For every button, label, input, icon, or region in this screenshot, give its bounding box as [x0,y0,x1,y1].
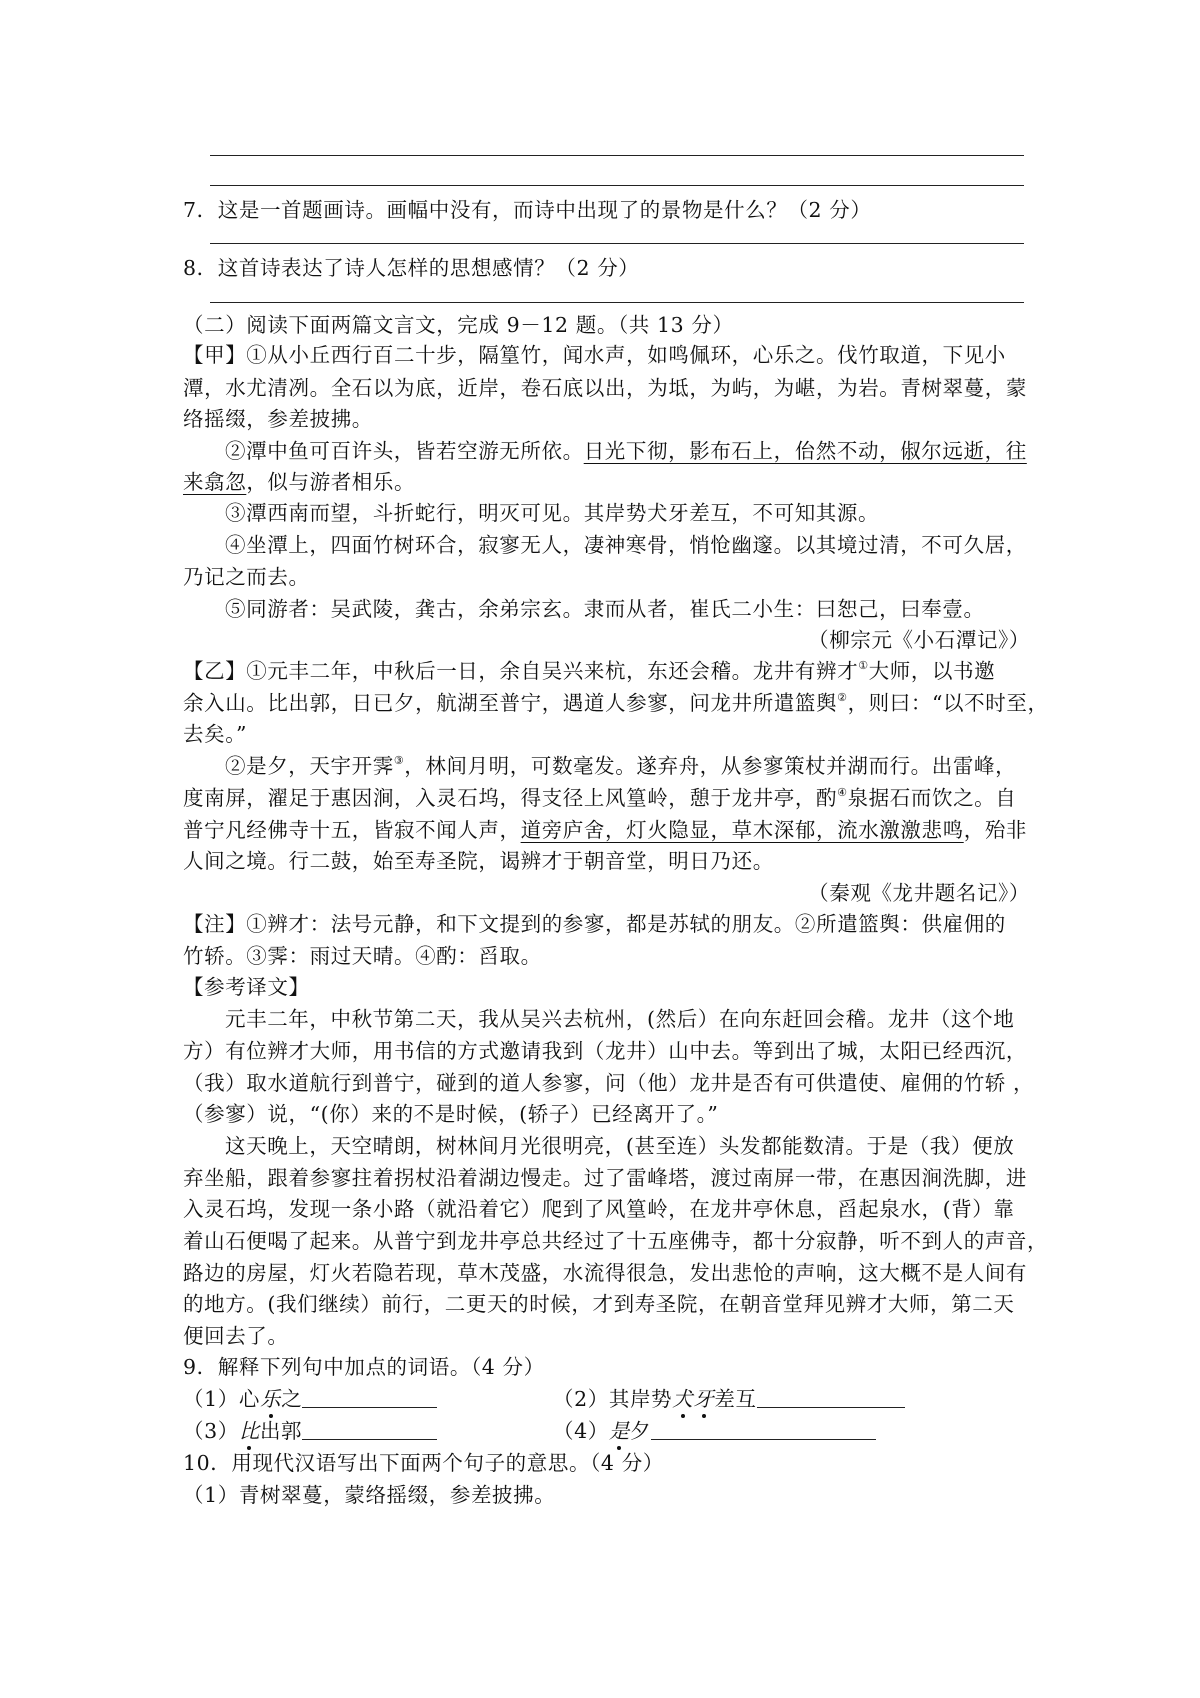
passage-jia-line [183,467,415,497]
answer-blank[interactable] [302,1387,437,1408]
q9-item-2 [553,1384,905,1414]
q10-sentence-1: （1）青树翠蔓，蒙络摇缀，参差披拂。 [183,1483,556,1507]
passage-yi-line: 人间之境。行二鼓，始至寿圣院，谒辨才于朝音堂，明日乃还。 [183,849,774,873]
translation-line: （我）取水道航行到普宁，碰到的道人参寥，问（他）龙井是否有可供遣使、雇佣的竹轿 ， [183,1071,1035,1095]
passage-yi-line [183,688,1049,718]
passage-jia-line: 络摇缀，参差披拂。 [183,407,373,431]
translation-line: 元丰二年，中秋节第二天，我从吴兴去杭州，(然后）在向东赶回会稽。龙井（这个地 [225,1007,1015,1031]
item-text: 差互 [714,1387,757,1411]
passage-yi-line: 去矣。” [183,722,248,746]
text: 余入山。比出郭，日已夕，航湖至普宁，遇道人参寥，问龙井所遣篮舆 [183,691,838,715]
text: ，林间月明，可数毫发。遂弃舟，从参寥策杖并湖而行。出雷峰， [404,754,1017,778]
text: 大师，以书邀 [868,659,996,683]
passage-jia-line [225,436,1027,466]
answer-blank[interactable] [757,1387,905,1408]
passage-jia-line: 潭，水尤清冽。全石以为底，近岸，卷石底以出，为坻，为屿，为嵁，为岩。青树翠蔓，蒙 [183,376,1027,400]
answer-blank[interactable] [651,1419,876,1440]
question-7: 7．这是一首题画诗。画幅中没有，而诗中出现了的景物是什么？（2 分） [183,198,872,222]
item-text: （3） [183,1419,239,1443]
question-8: 8．这首诗表达了诗人怎样的思想感情？（2 分） [183,256,640,280]
passage-jia-line: ④坐潭上，四面竹树环合，寂寥无人，凄神寒骨，悄怆幽邃。以其境过清，不可久居， [225,533,1027,557]
answer-line[interactable] [210,243,1024,244]
passage-jia-line: 【甲】①从小丘西行百二十步，隔篁竹，闻水声，如鸣佩环，心乐之。伐竹取道，下见小 [183,343,1006,367]
translation-line: （参寥）说，“(你）来的不是时候，(轿子）已经离开了。” [183,1102,719,1126]
dotted-word: 是 [608,1419,630,1443]
dotted-word: 乐 [259,1387,282,1411]
text: ②是夕，天宇开霁 [225,754,394,778]
q9-item-1 [183,1384,437,1414]
text: ，则曰：“以不时至， [847,691,1049,715]
passage-jia-line: 乃记之而去。 [183,565,310,589]
q9-item-4 [553,1416,876,1446]
question-9: 9．解释下列句中加点的词语。（4 分） [183,1355,545,1379]
underlined-sentence: 道旁庐舍，灯火隐显，草木深郁，流水激激悲鸣 [520,818,964,842]
passage-yi-line [183,656,995,686]
passage-yi-line [183,783,1016,813]
passage-yi-line [183,815,1027,845]
item-text: 出郭 [259,1419,303,1443]
translation-line: 方）有位辨才大师，用书信的方式邀请我到（龙井）山中去。等到出了城，太阳已经西沉， [183,1039,1027,1063]
passage-jia-line: ⑤同游者：吴武陵，龚古，余弟宗玄。隶而从者，崔氏二小生：曰恕己，曰奉壹。 [225,597,985,621]
note-line: 【注】①辨才：法号元静，和下文提到的参寥，都是苏轼的朋友。②所遣篮舆：供雇佣的 [183,912,1006,936]
answer-line[interactable] [210,302,1024,303]
footnote-marker: ① [858,659,869,672]
item-text: （1）心 [183,1387,260,1411]
item-text: （4） [553,1419,609,1443]
item-text: 夕 [629,1419,652,1443]
section-heading: （二）阅读下面两篇文言文，完成 9－12 题。（共 13 分） [183,313,734,337]
translation-title: 【参考译文】 [183,975,310,999]
translation-line: 着山石便喝了起来。从普宁到龙井亭总共经过了十五座佛寺，都十分寂静，听不到人的声音， [183,1229,1049,1253]
text: 度南屏，濯足于惠因涧，入灵石坞，得支径上风篁岭，憩于龙井亭，酌 [183,786,838,810]
translation-line: 路边的房屋，灯火若隐若现，草木茂盛，水流得很急，发出悲怆的声响，这大概不是人间有 [183,1261,1027,1285]
answer-blank[interactable] [302,1419,437,1440]
underlined-sentence: 来翕忽 [183,470,247,494]
text: 泉据石而饮之。自 [847,786,1017,810]
note-line: 竹轿。③霁：雨过天晴。④酌：舀取。 [183,944,542,968]
underlined-sentence: 日光下彻，影布石上，佁然不动，俶尔远逝，往 [583,439,1027,463]
passage-yi-line [225,751,1016,781]
footnote-marker: ④ [837,786,848,799]
footnote-marker: ② [837,691,848,704]
dotted-word: 牙 [693,1387,715,1411]
question-10: 10．用现代汉语写出下面两个句子的意思。（4 分） [183,1451,664,1475]
translation-line: 的地方。(我们继续）前行，二更天的时候，才到寿圣院，在朝音堂拜见辨才大师，第二天 [183,1292,1015,1316]
text: ，殆非 [963,818,1028,842]
translation-line: 便回去了。 [183,1324,289,1348]
text: 【乙】①元丰二年，中秋后一日，余自吴兴来杭，东还会稽。龙井有辨才 [183,659,859,683]
translation-line: 弃坐船，跟着参寥拄着拐杖沿着湖边慢走。过了雷峰塔，渡过南屏一带，在惠因涧洗脚，进 [183,1166,1027,1190]
passage-source: （柳宗元《小石潭记》） [808,628,1030,652]
passage-source: （秦观《龙井题名记》） [808,881,1030,905]
item-text: 之 [281,1387,303,1411]
dotted-word: 犬 [672,1387,694,1411]
footnote-marker: ③ [393,754,405,767]
q9-item-3 [183,1416,437,1446]
translation-line: 入灵石坞，发现一条小路（就沿着它）爬到了风篁岭，在龙井亭休息，舀起泉水，(背）靠 [183,1197,1015,1221]
answer-line[interactable] [210,155,1024,156]
text: ②潭中鱼可百许头，皆若空游无所依。 [225,439,584,463]
passage-jia-line: ③潭西南而望，斗折蛇行，明灭可见。其岸势犬牙差互，不可知其源。 [225,501,880,525]
text: 普宁凡经佛寺十五，皆寂不闻人声， [183,818,521,842]
dotted-word: 比 [238,1419,260,1443]
answer-line[interactable] [210,185,1024,186]
item-text: （2）其岸势 [553,1387,673,1411]
text: ，似与游者相乐。 [246,470,416,494]
translation-line: 这天晚上，天空晴朗，树林间月光很明亮，(甚至连）头发都能数清。于是（我）便放 [225,1134,1015,1158]
